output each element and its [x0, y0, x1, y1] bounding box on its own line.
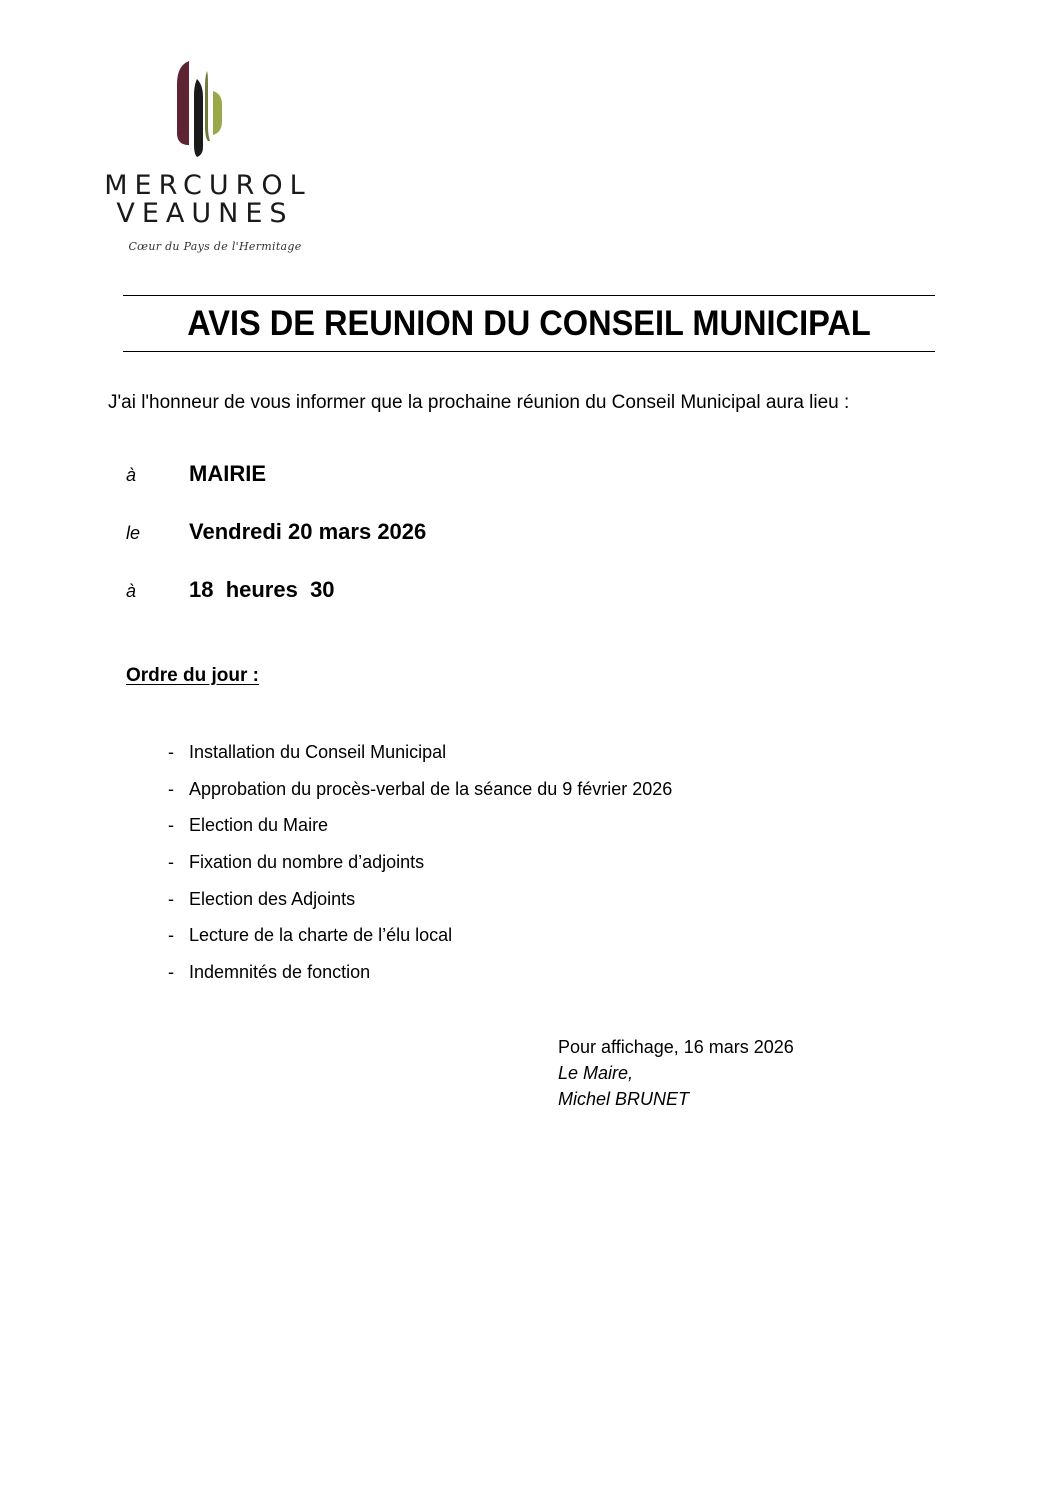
page-title: AVIS DE REUNION DU CONSEIL MUNICIPAL	[187, 304, 871, 343]
signatory-name: Michel BRUNET	[558, 1089, 690, 1109]
logo-name-line2: VEAUNES	[116, 198, 294, 229]
municipal-logo	[70, 55, 340, 265]
logo-emblem-icon	[175, 61, 235, 161]
meeting-location	[126, 461, 726, 493]
intro-text: J'ai l'honneur de vous informer que la prochaine réunion du Conseil Municipal aura lieu :	[108, 392, 850, 413]
agenda-list	[168, 740, 868, 997]
agenda-item-text: Election du Maire	[189, 815, 329, 836]
agenda-item	[168, 887, 868, 924]
logo-tagline: Cœur du Pays de l'Hermitage	[128, 240, 302, 253]
agenda-item-text: Installation du Conseil Municipal	[189, 742, 447, 762]
date-value: Vendredi 20 mars 2026	[189, 519, 427, 544]
date-prefix: le	[126, 523, 141, 543]
agenda-item-text: Election des Adjoints	[189, 888, 356, 909]
agenda-item-text: Indemnités de fonction	[189, 962, 371, 983]
agenda-item	[168, 813, 868, 850]
time-value: 18 heures 30	[189, 577, 335, 602]
agenda-item-text: Approbation du procès-verbal de la séance du 9 février 2026	[189, 778, 673, 799]
posting-date: Pour affichage, 16 mars 2026	[558, 1037, 794, 1057]
signatory-role: Le Maire,	[558, 1063, 634, 1083]
agenda-heading: Ordre du jour :	[126, 665, 259, 686]
meeting-time	[126, 577, 726, 609]
logo-name-line1: MERCUROL	[104, 170, 312, 201]
dash-bullet-icon: -	[168, 742, 174, 762]
signature-block	[558, 1034, 794, 1112]
agenda-item	[168, 960, 868, 997]
agenda-item-text: Fixation du nombre d’adjoints	[189, 852, 425, 873]
dash-bullet-icon: -	[168, 962, 174, 983]
meeting-date	[126, 519, 726, 551]
title-rule-top	[123, 295, 935, 296]
agenda-item-text: Lecture de la charte de l’élu local	[189, 925, 453, 946]
title-rule-bottom	[123, 351, 935, 352]
time-prefix: à	[126, 581, 137, 601]
agenda-item	[168, 777, 868, 814]
agenda-item	[168, 740, 868, 777]
agenda-item	[168, 850, 868, 887]
dash-bullet-icon: -	[168, 888, 174, 909]
dash-bullet-icon: -	[168, 815, 174, 836]
agenda-item	[168, 923, 868, 960]
dash-bullet-icon: -	[168, 925, 174, 946]
dash-bullet-icon: -	[168, 778, 174, 799]
dash-bullet-icon: -	[168, 852, 174, 873]
location-prefix: à	[126, 465, 137, 485]
location-value: MAIRIE	[189, 461, 266, 486]
